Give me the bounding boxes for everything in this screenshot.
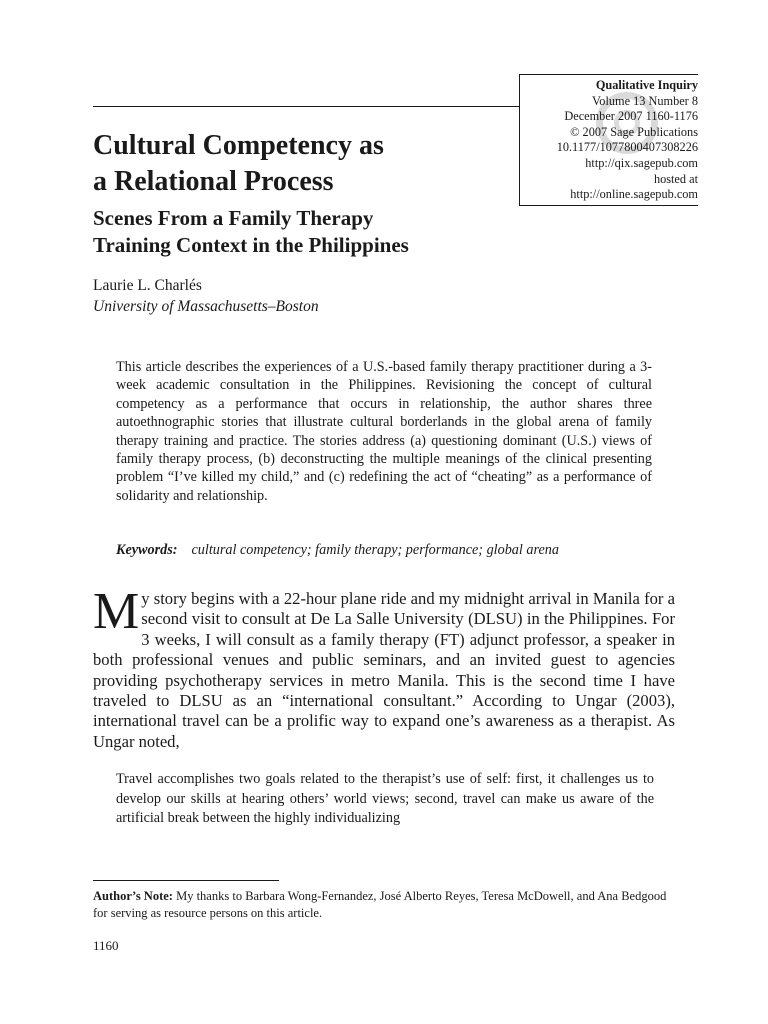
author-name: Laurie L. Charlés bbox=[93, 277, 202, 294]
journal-volume: Volume 13 Number 8 bbox=[592, 93, 698, 108]
body-paragraph bbox=[93, 583, 675, 752]
author-affiliation: University of Massachusetts–Boston bbox=[93, 298, 319, 315]
subtitle-line-2: Training Context in the Philippines bbox=[93, 233, 409, 257]
title-line-1: Cultural Competency as bbox=[93, 130, 384, 161]
journal-hosted-at: hosted at bbox=[653, 171, 698, 186]
keywords-line bbox=[116, 541, 676, 559]
author-note-text: My thanks to Barbara Wong-Fernandez, José Alberto Reyes, Teresa McDowell, and Ana Bedgood for serving as resource persons on this article. bbox=[93, 889, 667, 920]
title-line-2: a Relational Process bbox=[93, 166, 334, 197]
footnote-rule bbox=[93, 880, 279, 881]
abstract-text: This article describes the experiences of a U.S.-based family therapy practitioner during a 3-week academic consultation in the Philippines. Revisioning the concept of cultural competency as a performance that occurs in relationship, the author shares three autoethnographic stories that illustrate cultural borderlands in the global arena of family therapy training and practice. The stories address (a) questioning dominant (U.S.) views of family therapy process, (b) deconstructing the multiple meanings of the clinical presenting problem “I’ve killed my child,” and (c) redefining the act of “cheating” as a performance of solidarity and relationship. bbox=[116, 359, 652, 504]
journal-copyright: © 2007 Sage Publications bbox=[570, 124, 698, 139]
journal-host-url[interactable]: http://online.sagepub.com bbox=[570, 187, 698, 202]
author-note bbox=[93, 888, 683, 922]
header-rule bbox=[93, 106, 519, 107]
author-note-label: Author’s Note: bbox=[93, 889, 173, 903]
block-quote: Travel accomplishes two goals related to the therapist’s use of self: first, it challenges us to develop our skills at hearing others’ world views; second, travel can make us aware of the artificial break between the highly individualizing bbox=[116, 771, 654, 827]
subtitle-line-1: Scenes From a Family Therapy bbox=[93, 206, 374, 230]
journal-name: Qualitative Inquiry bbox=[595, 78, 698, 92]
keywords-text: cultural competency; family therapy; performance; global arena bbox=[191, 542, 559, 558]
journal-date-pages: December 2007 1160-1176 bbox=[564, 109, 698, 124]
journal-url[interactable]: http://qix.sagepub.com bbox=[585, 155, 698, 170]
journal-metadata bbox=[520, 78, 698, 203]
body-text: y story begins with a 22-hour plane ride and my midnight arrival in Manila for a second visit to consult at De La Salle University (DLSU) in the Philippines. For 3 weeks, I will consult as a family therapy (FT) adjunct professor, a speaker in both professional venues and public seminars, and an invited guest to agencies providing psychotherapy services in metro Manila. This is the second time I have traveled to DLSU as an “international consultant.” According to Ungar (2003), international travel can be a prolific way to expand one’s awareness as a therapist. As Ungar noted, bbox=[93, 589, 675, 751]
article-subtitle bbox=[93, 205, 523, 259]
article-title bbox=[93, 128, 513, 200]
journal-doi[interactable]: 10.1177/1077800407308226 bbox=[556, 140, 698, 155]
drop-cap: M bbox=[93, 583, 140, 640]
page-number: 1160 bbox=[93, 938, 119, 953]
keywords-label: Keywords: bbox=[116, 542, 178, 558]
